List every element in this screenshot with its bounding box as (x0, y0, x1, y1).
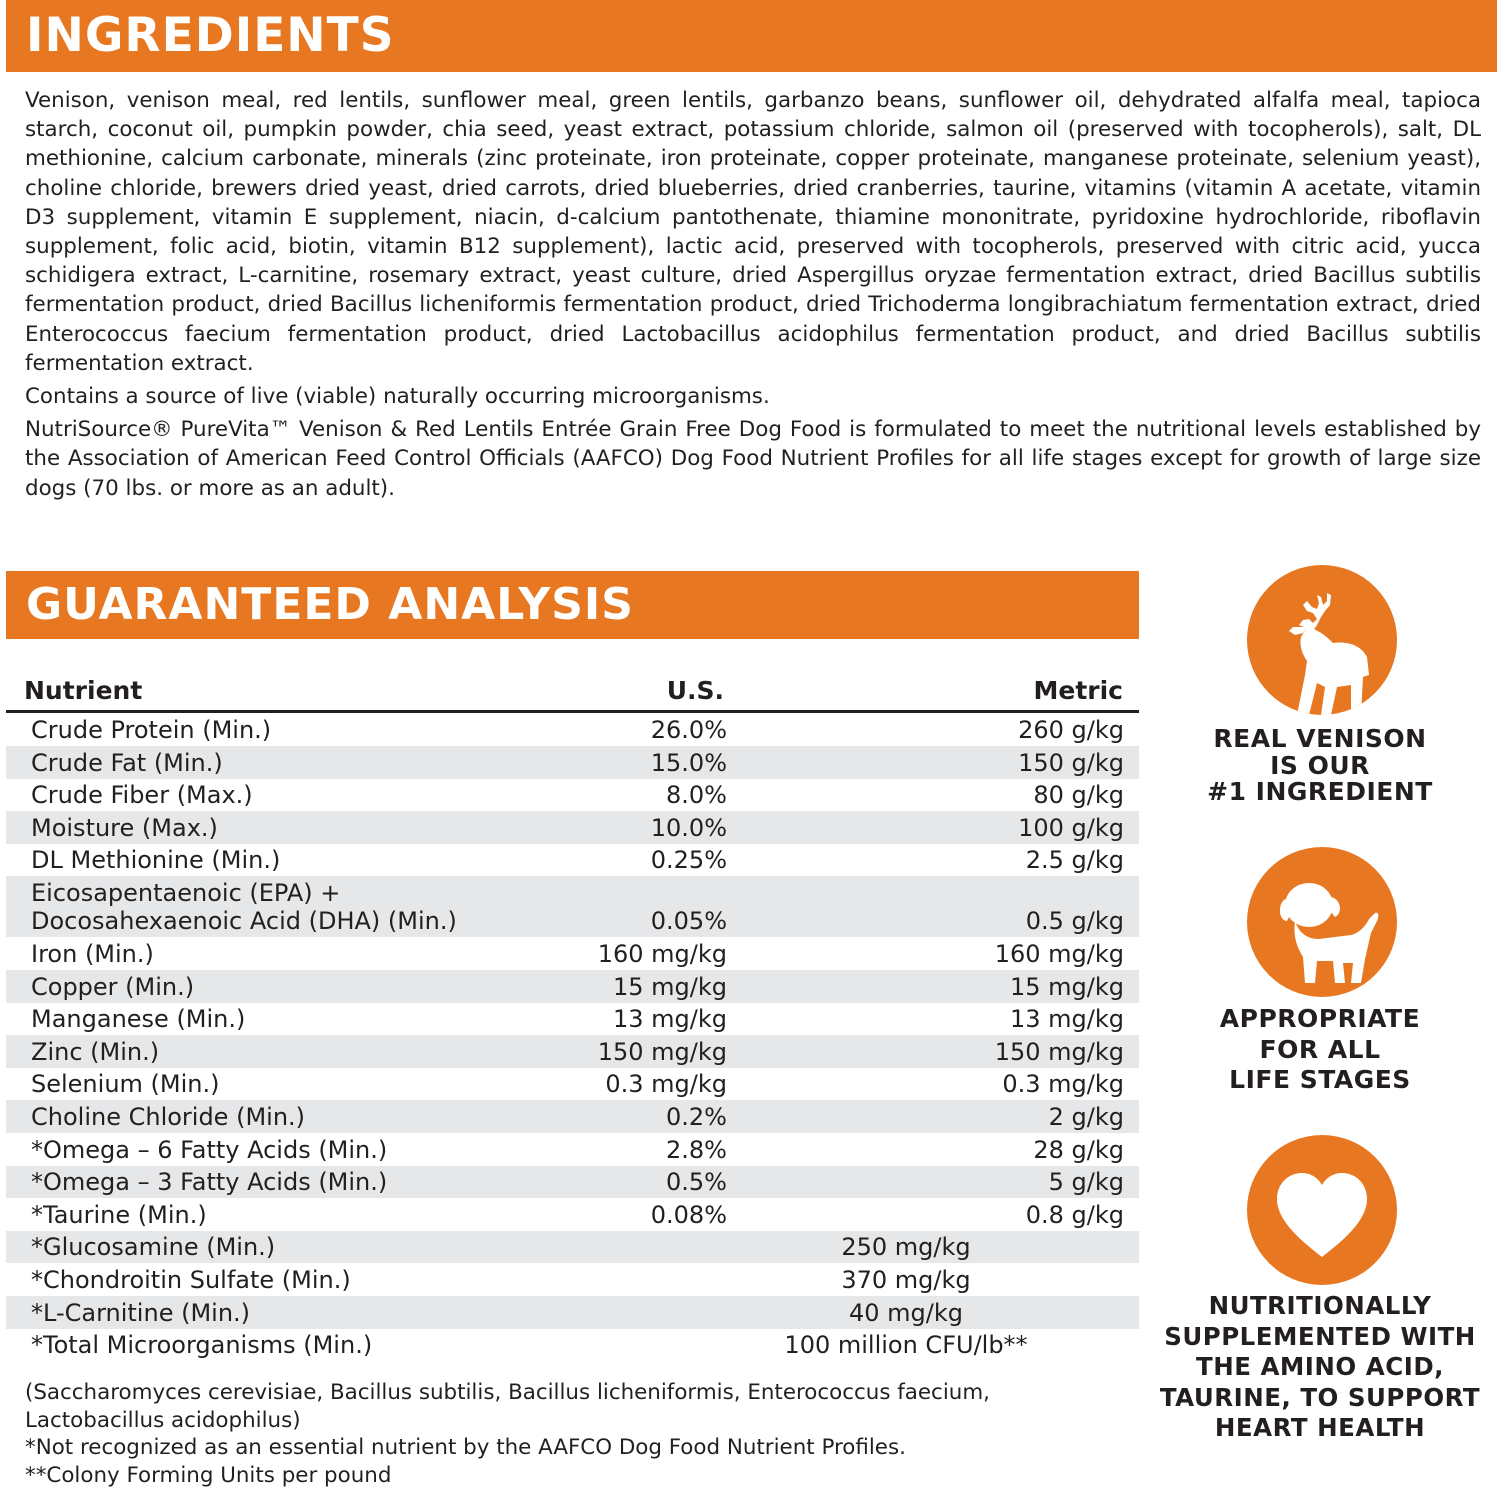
nutrient-name: *Omega – 6 Fatty Acids (Min.) (31, 1135, 388, 1164)
nutrient-name: Crude Fiber (Max.) (31, 781, 253, 810)
metric-value: 15 mg/kg (1010, 972, 1124, 1001)
metric-value: 260 g/kg (1018, 716, 1124, 744)
puppy-badge (1247, 847, 1397, 997)
us-value: 15.0% (650, 748, 727, 777)
analysis-table (6, 713, 1139, 1361)
guaranteed-analysis-heading: GUARANTEED ANALYSIS (6, 571, 1139, 639)
column-header-us: U.S. (666, 676, 724, 705)
table-row (6, 1296, 1139, 1329)
us-value: 0.3 mg/kg (605, 1070, 727, 1099)
nutrient-name: *Taurine (Min.) (31, 1200, 207, 1229)
combined-value: 250 mg/kg (841, 1233, 971, 1262)
us-value: 10.0% (650, 813, 727, 842)
heart-badge (1247, 1135, 1397, 1285)
combined-value: 100 million CFU/lb** (784, 1331, 1028, 1360)
us-value: 0.5% (666, 1168, 727, 1197)
combined-value: 40 mg/kg (849, 1298, 963, 1327)
footnote-not-essential: *Not recognized as an essential nutrient by the AAFCO Dog Food Nutrient Profiles. (25, 1435, 906, 1460)
claim-line: #1 INGREDIENT (1207, 777, 1433, 806)
nutrient-name: Eicosapentaenoic (EPA) + Docosahexaenoic Acid (DHA) (Min.) (31, 879, 457, 936)
table-row (6, 1100, 1139, 1133)
table-row (6, 1198, 1139, 1231)
metric-value: 0.3 mg/kg (1002, 1070, 1124, 1099)
table-row (6, 1166, 1139, 1199)
table-row (6, 1231, 1139, 1264)
life-stages-claim (1150, 1004, 1490, 1096)
us-value: 0.05% (650, 907, 727, 936)
metric-value: 0.8 g/kg (1025, 1200, 1124, 1229)
nutrient-name: Moisture (Max.) (31, 813, 218, 842)
table-row (6, 1133, 1139, 1166)
nutrient-name: Iron (Min.) (31, 939, 154, 968)
nutrient-name: *L-Carnitine (Min.) (31, 1298, 251, 1327)
nutrient-name: Crude Protein (Min.) (31, 716, 272, 744)
metric-value: 28 g/kg (1033, 1135, 1124, 1164)
metric-value: 0.5 g/kg (1025, 907, 1124, 936)
nutrient-name: *Glucosamine (Min.) (31, 1233, 276, 1262)
combined-value: 370 mg/kg (841, 1265, 971, 1294)
claim-line: SUPPLEMENTED WITH (1164, 1321, 1476, 1351)
nutrient-name: Zinc (Min.) (31, 1037, 160, 1066)
table-row (6, 970, 1139, 1003)
nutrient-name: Manganese (Min.) (31, 1005, 246, 1034)
table-row (6, 937, 1139, 970)
analysis-table-header (6, 674, 1139, 713)
table-row (6, 1003, 1139, 1036)
us-value: 0.08% (650, 1200, 727, 1229)
us-value: 160 mg/kg (597, 939, 727, 968)
nutrient-name: *Chondroitin Sulfate (Min.) (31, 1265, 351, 1294)
table-row (6, 876, 1139, 937)
deer-icon (1247, 565, 1397, 715)
claim-line: IS OUR (1270, 750, 1370, 780)
table-row (6, 1068, 1139, 1101)
metric-value: 13 mg/kg (1010, 1005, 1124, 1034)
ingredients-list: Venison, venison meal, red lentils, sunflower meal, green lentils, garbanzo beans, sunflower oil, dehydrated alfalfa meal, tapioca starch, coconut oil, pumpkin powder, chia seed, yeast extract, potassium chloride, salmon oil (preserved with tocopherols), salt, DL methionine, calcium carbonate, minerals (zinc proteinate, iron proteinate, copper proteinate, manganese proteinate, selenium yeast), choline chloride, brewers dried yeast, dried carrots, dried blueberries, dried cranberries, taurine, vitamins (vitamin A acetate, vitamin D3 supplement, vitamin E supplement, niacin, d-calcium pantothenate, thiamine mononitrate, pyridoxine hydrochloride, riboflavin supplement, folic acid, biotin, vitamin B12 supplement), lactic acid, preserved with tocopherols, preserved with citric acid, yucca schidigera extract, L-carnitine, rosemary extract, yeast culture, dried Aspergillus oryzae fermentation extract, dried Bacillus subtilis fermentation product, dried Bacillus licheniformis fermentation product, dried Trichoderma longibrachiatum fermentation extract, dried Enterococcus faecium fermentation product, dried Lactobacillus acidophilus fermentation product, and dried Bacillus subtilis fermentation extract. (25, 88, 1481, 376)
footnote-microorganisms: (Saccharomyces cerevisiae, Bacillus subtilis, Bacillus licheniformis, Enterococcus faecium, Lactobacillus acidophilus) (25, 1380, 990, 1433)
analysis-footnotes (25, 1379, 1115, 1489)
aafco-statement: NutriSource® PureVita™ Venison & Red Lentils Entrée Grain Free Dog Food is formulated to meet the nutritional levels established by the Association of American Feed Control Officials (AAFCO) Dog Food Nutrient Profiles for all life stages except for growth of large size dogs (70 lbs. or more as an adult). (25, 417, 1481, 501)
nutrient-name: Choline Chloride (Min.) (31, 1102, 306, 1131)
us-value: 26.0% (650, 716, 727, 744)
nutrient-name: Copper (Min.) (31, 972, 195, 1001)
footnote-cfu: **Colony Forming Units per pound (25, 1462, 392, 1488)
nutrient-name: *Total Microorganisms (Min.) (31, 1331, 373, 1360)
claim-line: FOR ALL (1259, 1034, 1381, 1064)
venison-claim (1150, 726, 1490, 806)
claim-line: TAURINE, TO SUPPORT (1159, 1382, 1481, 1412)
nutrient-name: DL Methionine (Min.) (31, 846, 281, 875)
nutrient-name: *Omega – 3 Fatty Acids (Min.) (31, 1168, 388, 1197)
us-value: 8.0% (666, 781, 727, 810)
us-value: 150 mg/kg (597, 1037, 727, 1066)
ingredients-heading: INGREDIENTS (6, 0, 1497, 72)
metric-value: 5 g/kg (1048, 1168, 1124, 1197)
puppy-icon (1247, 847, 1397, 997)
claim-line: NUTRITIONALLY (1208, 1291, 1432, 1320)
nutrient-name: Crude Fat (Min.) (31, 748, 223, 777)
ingredients-text (25, 86, 1481, 507)
metric-value: 150 mg/kg (994, 1037, 1124, 1066)
metric-value: 100 g/kg (1018, 813, 1124, 842)
metric-value: 2 g/kg (1048, 1102, 1124, 1131)
table-row (6, 1035, 1139, 1068)
metric-value: 80 g/kg (1033, 781, 1124, 810)
metric-value: 2.5 g/kg (1025, 846, 1124, 875)
table-row (6, 746, 1139, 779)
claim-line: LIFE STAGES (1229, 1065, 1411, 1094)
us-value: 13 mg/kg (613, 1005, 727, 1034)
nutrient-name: Selenium (Min.) (31, 1070, 220, 1099)
us-value: 15 mg/kg (613, 972, 727, 1001)
claim-line: REAL VENISON (1213, 724, 1427, 753)
claim-line: THE AMINO ACID, (1195, 1352, 1444, 1381)
us-value: 2.8% (666, 1135, 727, 1164)
table-row (6, 713, 1139, 746)
column-header-nutrient: Nutrient (24, 676, 143, 705)
deer-badge (1247, 565, 1397, 715)
table-row (6, 811, 1139, 844)
table-row (6, 1329, 1139, 1362)
us-value: 0.2% (666, 1102, 727, 1131)
table-row (6, 844, 1139, 877)
column-header-metric: Metric (1033, 676, 1123, 705)
claim-line: APPROPRIATE (1219, 1004, 1421, 1033)
metric-value: 160 mg/kg (994, 939, 1124, 968)
taurine-claim (1150, 1291, 1490, 1444)
table-row (6, 779, 1139, 812)
microorganisms-note: Contains a source of live (viable) naturally occurring microorganisms. (25, 384, 770, 410)
table-row (6, 1263, 1139, 1296)
heart-icon (1247, 1135, 1397, 1285)
claim-line: HEART HEALTH (1214, 1413, 1426, 1442)
us-value: 0.25% (650, 846, 727, 875)
metric-value: 150 g/kg (1018, 748, 1124, 777)
